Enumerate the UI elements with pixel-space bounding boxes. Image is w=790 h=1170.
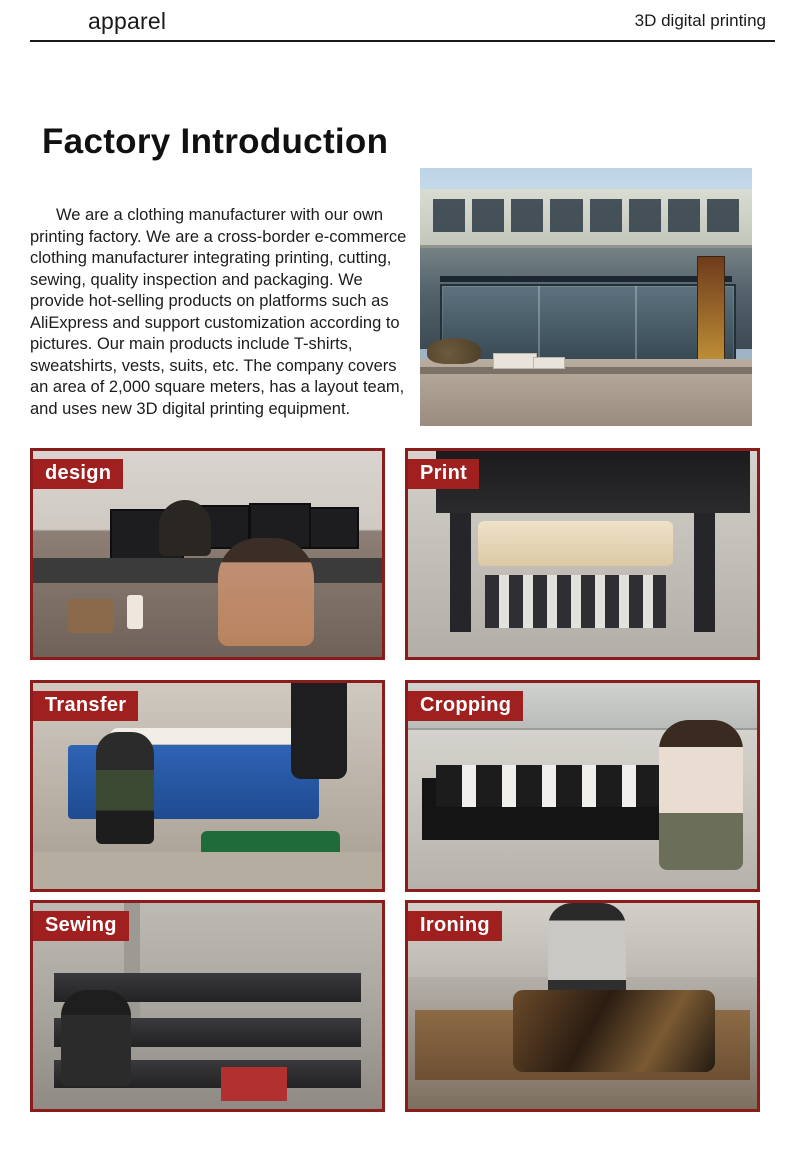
printer-head-unit [436,451,750,513]
process-tag-print: Print [408,459,479,489]
header-right-label: 3D digital printing [634,11,766,30]
kerb-line [420,367,752,374]
worker [96,732,154,844]
seated-person [159,500,211,556]
folded-garments [513,990,715,1072]
window [550,199,582,233]
factory-building-photo [420,168,752,426]
glass-facade [440,284,736,371]
monitor [309,507,359,549]
process-tag-sewing: Sewing [33,911,129,941]
window [590,199,622,233]
printer-leg [450,513,471,632]
window [433,199,465,233]
header-left-label: apparel [88,8,167,34]
entrance-canopy [440,276,732,282]
window [668,199,700,233]
handbag [68,599,114,633]
process-tag-design: design [33,459,123,489]
shrub [427,338,481,364]
cup [127,595,143,629]
page-title: Factory Introduction [42,122,389,161]
window [472,199,504,233]
page-header [0,0,790,44]
seated-person [218,538,314,646]
process-tag-transfer: Transfer [33,691,138,721]
window-row [433,199,738,233]
printer-leg [694,513,715,632]
worker [659,720,743,870]
desk [33,558,382,583]
process-cell-print [405,448,760,660]
worker [61,990,131,1086]
process-tag-ironing: Ironing [408,911,502,941]
ground-box [493,353,537,369]
ground-box [533,357,565,369]
printed-sheet [436,765,666,806]
header-divider [30,40,775,42]
floor-area [33,852,382,889]
printed-fabric [485,575,666,629]
fabric-roll [478,521,673,566]
process-cell-ironing [405,900,760,1112]
process-cell-design [30,448,385,660]
intro-paragraph: We are a clothing manufacturer with our own printing factory. We are a cross-border e-commerce clothing manufacturer integrating printing, cutting, sewing, quality inspection and packaging. We provide hot-selling products on platforms such as AliExpress and support customization according to pictures. Our main products include T-shirts, sweatshirts, vests, suits, etc. The company covers an area of 2,000 square meters, has a layout team, and uses new 3D digital printing equipment. [30,206,407,418]
process-tag-cropping: Cropping [408,691,523,721]
process-cell-cropping [405,680,760,892]
fabric-bin [221,1067,287,1101]
process-cell-transfer [30,680,385,892]
window [629,199,661,233]
worker [291,683,347,779]
window [511,199,543,233]
window [707,199,739,233]
process-cell-sewing [30,900,385,1112]
